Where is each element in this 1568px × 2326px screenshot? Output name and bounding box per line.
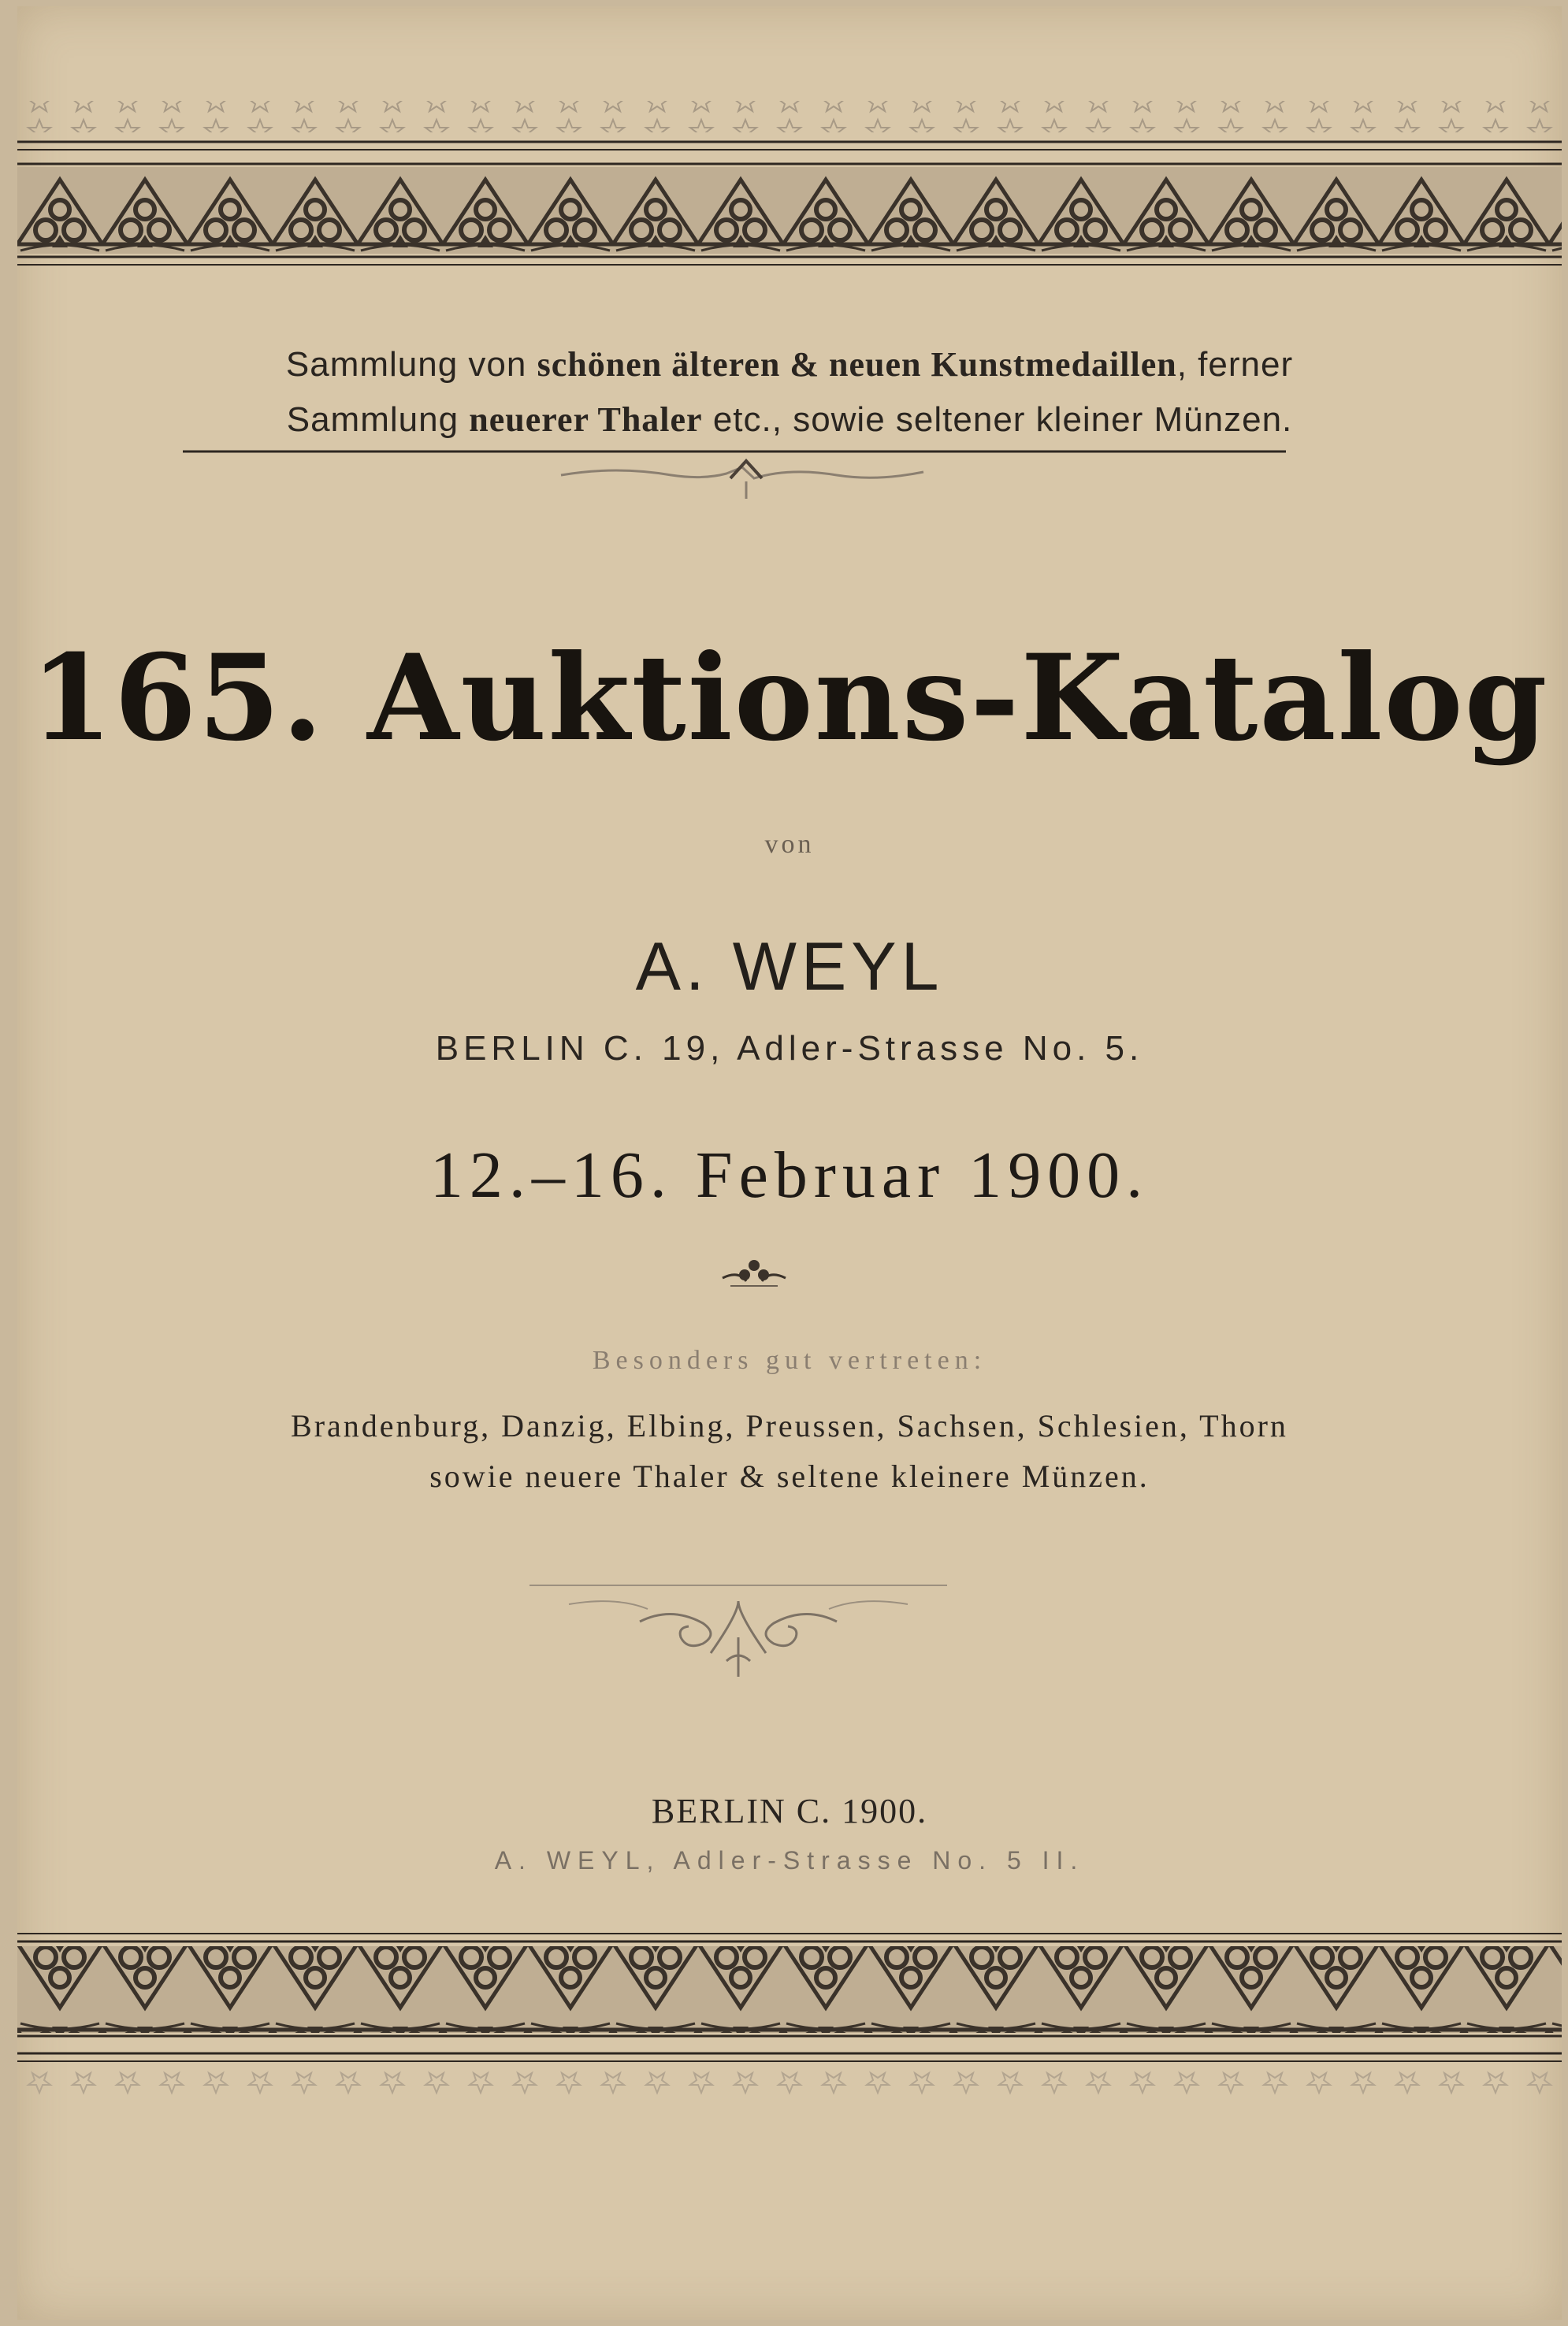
specialties-line-2: sowie neuere Thaler & seltene kleinere Münzen. <box>429 1458 1150 1494</box>
scroll-vignette-ornament <box>17 1582 1562 1692</box>
trefoil-row <box>17 1946 1562 2033</box>
dealer-name: A. WEYL <box>635 929 944 1005</box>
top-ornament-border <box>17 85 1562 274</box>
star-row <box>17 101 1562 132</box>
by-label: von <box>764 830 815 859</box>
trefoil-row <box>17 167 1562 254</box>
description-text: etc., sowie seltener kleiner Münzen. <box>702 400 1293 439</box>
imprint-address: A. WEYL, Adler-Strasse No. 5 II. <box>494 1846 1085 1875</box>
description-line-2 <box>17 392 1562 448</box>
specialties-list <box>17 1401 1562 1502</box>
catalog-cover <box>17 6 1562 2320</box>
star-row <box>17 2068 1562 2099</box>
specialties-label: Besonders gut vertreten: <box>592 1346 987 1375</box>
auction-date: 12.–16. Februar 1900. <box>429 1139 1150 1212</box>
dealer-address: BERLIN C. 19, Adler-Strasse No. 5. <box>435 1029 1144 1068</box>
description-line-1 <box>17 337 1562 392</box>
description-text: , ferner <box>1176 345 1294 384</box>
fleuron-icon <box>17 1251 1562 1299</box>
catalog-title: 165. Auktions-Katalog <box>30 629 1549 767</box>
subtitle-rule-ornament <box>17 444 1562 515</box>
specialties-line-1: Brandenburg, Danzig, Elbing, Preussen, Sachsen, Schlesien, Thorn <box>291 1408 1288 1444</box>
description-bold-text: neuerer Thaler <box>469 400 703 439</box>
bottom-ornament-border <box>17 1929 1562 2118</box>
description-bold-text: schönen älteren & neuen Kunstmedaillen <box>537 345 1177 384</box>
description-text: Sammlung von <box>285 345 537 384</box>
imprint-city-year: BERLIN C. 1900. <box>651 1792 928 1830</box>
collection-description <box>17 337 1562 448</box>
description-text: Sammlung <box>286 400 470 439</box>
